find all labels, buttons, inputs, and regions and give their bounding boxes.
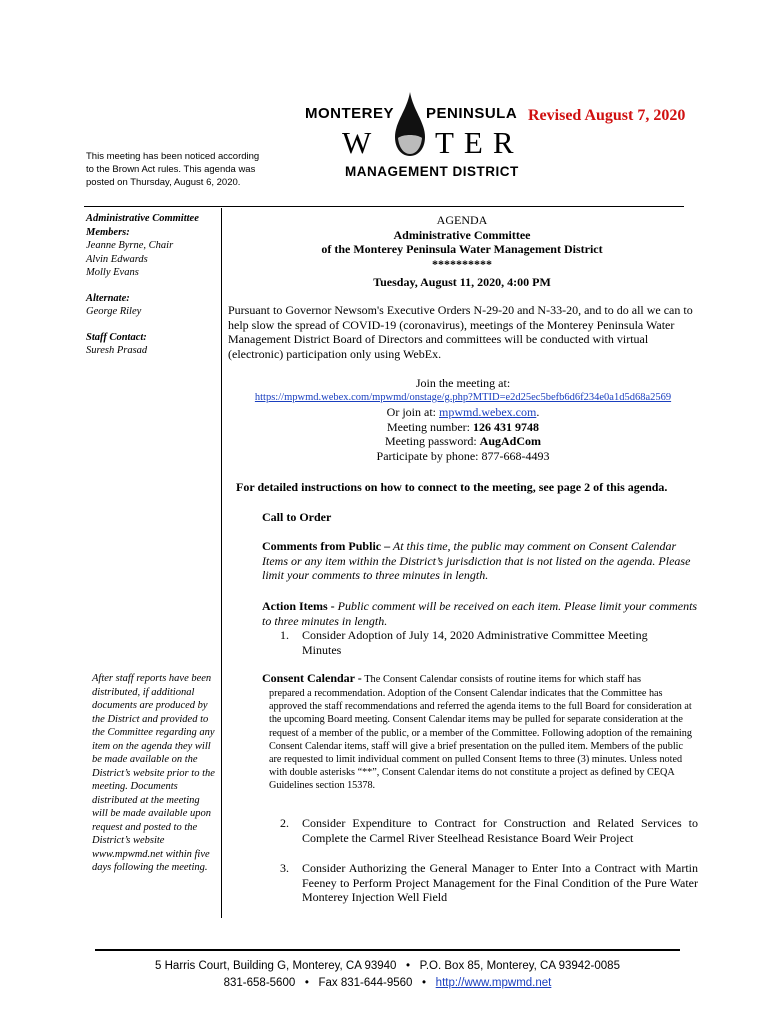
- notice-line: to the Brown Act rules. This agenda was: [86, 164, 256, 175]
- logo-word-monterey: MONTEREY: [305, 105, 395, 122]
- committee-name: Administrative Committee: [393, 227, 531, 242]
- webex-meeting-link[interactable]: https://mpwmd.webex.com/mpwmd/onstage/g.php?MTID=e2d25ec5befb6d6f234e0a1d5d68a2569: [254, 391, 672, 403]
- action-item-1: Consider Adoption of July 14, 2020 Administrative Committee Meeting Minutes: [302, 628, 648, 657]
- staff-heading: Staff Contact:: [86, 331, 147, 343]
- logo-water-ter: TER: [435, 125, 524, 160]
- top-rule: [84, 206, 684, 207]
- meeting-date: Tuesday, August 11, 2020, 4:00 PM: [373, 275, 551, 289]
- footer-rule: [95, 949, 680, 951]
- meeting-number: Meeting number: 126 431 9748: [387, 419, 539, 434]
- logo-word-district: MANAGEMENT DISTRICT: [345, 164, 519, 179]
- notice-line: posted on Thursday, August 6, 2020.: [86, 177, 241, 188]
- action-item-1-number: 1.: [280, 628, 289, 642]
- members-heading: Administrative Committee Members:: [86, 213, 199, 238]
- revised-date: Revised August 7, 2020: [528, 107, 686, 124]
- alternate-name: George Riley: [86, 306, 142, 317]
- alternate-heading: Alternate:: [86, 292, 130, 304]
- meeting-password: Meeting password: AugAdCom: [385, 434, 541, 448]
- action-items: Action Items - Public comment will be received on each item. Please limit your comments to three minutes in length.: [262, 599, 698, 628]
- agenda-header: [228, 213, 696, 290]
- member-name: Alvin Edwards: [86, 253, 148, 265]
- footer-contact-line: 831-658-5600 • Fax 831-644-9560 • http://www.mpwmd.net: [223, 977, 552, 989]
- sidebar: [86, 212, 214, 358]
- sidebar-divider: [221, 208, 222, 918]
- consent-item-3: Consider Authorizing the General Manager to Enter Into a Contract with Martin Feeney to Perform Project Management for the Final Condition of the Pure Water Monterey Injection Well Field: [302, 861, 698, 904]
- join-label: Join the meeting at:: [415, 376, 511, 390]
- or-join-line: Or join at: mpwmd.webex.com.: [386, 405, 540, 419]
- consent-item-2-number: 2.: [280, 816, 289, 830]
- webex-site-link[interactable]: mpwmd.webex.com: [439, 405, 537, 419]
- detailed-instructions: For detailed instructions on how to connect to the meeting, see page 2 of this agenda.: [236, 480, 668, 494]
- member-name: Jeanne Byrne, Chair: [86, 240, 174, 251]
- consent-item-3-number: 3.: [280, 861, 289, 875]
- public-comments-item: Comments from Public – At this time, the public may comment on Consent Calendar Items or any item within the District’s jurisdiction that is not listed on the agenda. Please limit your comments to three minutes in length.: [262, 539, 691, 582]
- separator-stars: **********: [432, 256, 492, 271]
- footer-address-line: 5 Harris Court, Building G, Monterey, CA 93940 • P.O. Box 85, Monterey, CA 93942-0085: [155, 960, 620, 972]
- consent-calendar-text: prepared a recommendation. Adoption of the Consent Calendar indicates that the Committee has approved the staff recommendations and referred the agenda items to the full Board for consideration at the upcoming Board meeting. Consent Calendar items may be pulled for separate consideration at the request of a member of the public, or a member of the Committee. Following adoption of the remaining Consent Calendar items, staff will give a brief presentation on the pulled item. Members of the public are requested to limit individual comment on pulled Consent Items to three (3) minutes. Unless noted with double asterisks “**”, Consent Calendar items do not constitute a project as defined by CEQA Guidelines section 15378.: [269, 688, 692, 792]
- board-name: of the Monterey Peninsula Water Management District: [321, 242, 603, 256]
- pursuant-paragraph: Pursuant to Governor Newsom's Executive Orders N-29-20 and N-33-20, and to do all we can to help slow the spread of COVID-19 (coronavirus), meetings of the Monterey Peninsula Water Management District Board of Directors and committees will be conducted with virtual (electronic) participation only using WebEx.: [228, 303, 693, 361]
- notice-line: This meeting has been noticed according: [86, 151, 260, 162]
- member-name: Molly Evans: [86, 267, 139, 278]
- consent-item-2: Consider Expenditure to Contract for Construction and Related Services to Complete the Carmel River Steelhead Resistance Board Weir Project: [302, 816, 698, 845]
- water-drop-icon: [393, 92, 427, 158]
- consent-calendar-heading: Consent Calendar - The Consent Calendar consists of routine items for which staff has: [262, 671, 642, 685]
- join-section: [228, 376, 698, 463]
- phone-participation: Participate by phone: 877-668-4493: [376, 448, 550, 463]
- logo-word-peninsula: PENINSULA: [426, 105, 518, 122]
- staff-name: Suresh Prasad: [86, 345, 148, 356]
- agenda-title: AGENDA: [436, 213, 488, 227]
- logo-water-w: W: [342, 125, 372, 160]
- footer-website-link[interactable]: http://www.mpwmd.net: [435, 977, 552, 989]
- logo: [305, 92, 524, 187]
- call-to-order: Call to Order: [262, 510, 332, 524]
- sidebar-document-note: After staff reports have been distributed, if additional documents are produced by the District and provided to the Committee regarding any item on the agenda they will be made available on the District’s website prior to the meeting. Documents distributed at the meeting will be made available upon request and posted to the District’s website www.mpwmd.net within five days following the meeting.: [92, 673, 215, 873]
- notice-text: [86, 150, 266, 189]
